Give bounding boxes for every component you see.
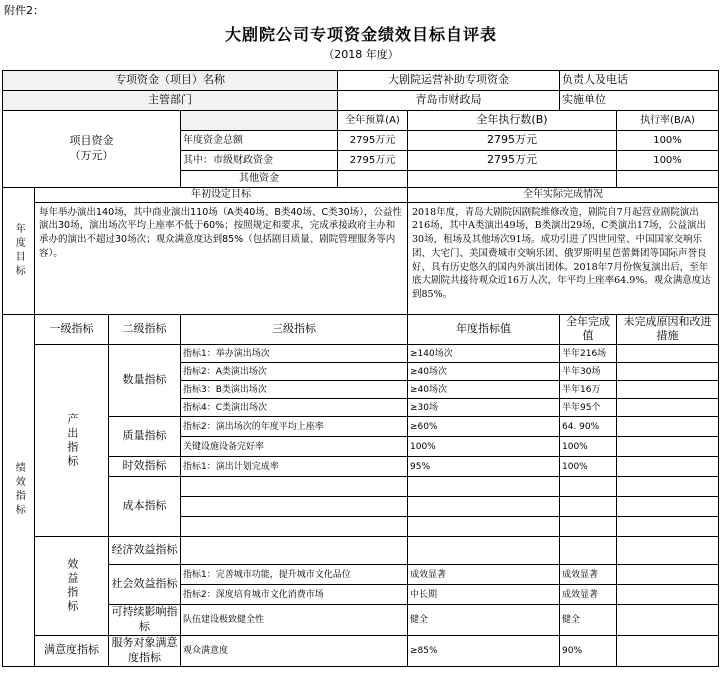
cost-row-done	[560, 497, 617, 517]
quality-row-name: 指标2：演出场次的年度平均上座率	[181, 417, 408, 437]
quantity-row-name: 指标1：举办演出场次	[181, 345, 408, 363]
funds-row-total-rate: 100%	[617, 131, 719, 151]
initial-goal-header: 年初设定目标	[35, 188, 408, 203]
sustain-row-done: 健全	[560, 605, 617, 636]
quantity-indicator-label: 数量指标	[109, 345, 181, 417]
quantity-row-done: 半年30场	[560, 363, 617, 381]
quantity-row-target: ≥40场次	[408, 381, 560, 399]
quantity-row-done: 半年16万	[560, 381, 617, 399]
funds-row-city-name: 其中：市级财政资金	[181, 151, 338, 171]
cost-row-target	[408, 517, 560, 537]
social-row-done: 成效显著	[560, 585, 617, 605]
economic-row-done	[560, 537, 617, 565]
service-row-target: ≥85%	[408, 635, 560, 666]
quantity-row-reason	[617, 345, 719, 363]
level2-header: 二级指标	[109, 314, 181, 345]
page-title: 大剧院公司专项资金绩效目标自评表	[224, 25, 497, 44]
social-row-name: 指标1：完善城市功能，提升城市文化品位	[181, 565, 408, 585]
level1-header: 一级指标	[35, 314, 109, 345]
sustain-indicator-label: 可持续影响指标	[109, 605, 181, 636]
cost-row-name	[181, 497, 408, 517]
cost-row-reason	[617, 497, 719, 517]
social-row-reason	[617, 585, 719, 605]
quantity-row-target: ≥140场次	[408, 345, 560, 363]
perf-label: 绩效指标	[3, 314, 35, 666]
quality-indicator-label: 质量指标	[109, 417, 181, 457]
economic-row-name	[181, 537, 408, 565]
cost-row-name	[181, 517, 408, 537]
funds-row-city-budget: 2795万元	[338, 151, 408, 171]
contact-label: 负责人及电话	[560, 71, 719, 91]
done-header: 全年完成值	[560, 314, 617, 345]
quantity-row-reason	[617, 381, 719, 399]
social-row-reason	[617, 565, 719, 585]
department-label: 主管部门	[3, 91, 338, 111]
annual-goal-label: 年度目标	[3, 188, 35, 315]
target-header: 年度指标值	[408, 314, 560, 345]
attachment-label: 附件2：	[4, 4, 44, 17]
service-row-reason	[617, 635, 719, 666]
quality-row-name: 关键设施设备完好率	[181, 437, 408, 457]
funds-row-other-name: 其他资金	[181, 171, 338, 188]
reason-header: 未完成原因和改进措施	[617, 314, 719, 345]
rate-column-header: 执行率(B/A)	[617, 111, 719, 131]
economic-row-target	[408, 537, 560, 565]
quantity-row-reason	[617, 399, 719, 417]
cost-row-target	[408, 477, 560, 497]
economic-indicator-label: 经济效益指标	[109, 537, 181, 565]
budget-column-header: 全年预算(A)	[338, 111, 408, 131]
quantity-row-name: 指标3：B类演出场次	[181, 381, 408, 399]
funds-row-other-budget	[338, 171, 408, 188]
quantity-row-reason	[617, 363, 719, 381]
cost-row-reason	[617, 517, 719, 537]
funds-header-blank	[181, 111, 338, 131]
cost-row-done	[560, 517, 617, 537]
social-row-done: 成效显著	[560, 565, 617, 585]
exec-column-header: 全年执行数(B)	[408, 111, 617, 131]
level3-header: 三级指标	[181, 314, 408, 345]
service-row-name: 观众满意度	[181, 635, 408, 666]
effect-indicator-label: 效益指标	[35, 537, 109, 636]
funds-row-other-exec	[408, 171, 617, 188]
economic-row-reason	[617, 537, 719, 565]
sustain-row-name: 队伍建设极致健全性	[181, 605, 408, 636]
satisfaction-indicator-label: 满意度指标	[35, 635, 109, 666]
cost-row-name	[181, 477, 408, 497]
initial-goal-text: 每年举办演出140场，其中商业演出110场（A类40场、B类40场、C类30场），公益性演出30场，演出场次平均上座率不低于60%；按照规定和要求，完成承接政府主办和承办的演出不超过30场次；观众满意度达到85%（包括剧目质量、剧院管理服务等内容）。	[35, 202, 408, 314]
cost-indicator-label: 成本指标	[109, 477, 181, 537]
quantity-row-done: 半年216场	[560, 345, 617, 363]
actual-result-header: 全年实际完成情况	[408, 188, 719, 203]
output-indicator-label: 产出指标	[35, 345, 109, 537]
department-value: 青岛市财政局	[338, 91, 560, 111]
timeliness-row-name: 指标1：演出计划完成率	[181, 457, 408, 477]
funds-row-total-name: 年度资金总额	[181, 131, 338, 151]
implementer-label: 实施单位	[560, 91, 719, 111]
sustain-row-reason	[617, 605, 719, 636]
social-row-target: 中长期	[408, 585, 560, 605]
funds-row-total-budget: 2795万元	[338, 131, 408, 151]
social-row-name: 指标2：深度培育城市文化消费市场	[181, 585, 408, 605]
service-row-done: 90%	[560, 635, 617, 666]
self-evaluation-table	[2, 70, 719, 667]
funds-row-city-exec: 2795万元	[408, 151, 617, 171]
report-year: （2018 年度）	[323, 48, 399, 61]
fund-name-value: 大剧院运营补助专项资金	[338, 71, 560, 91]
quality-row-reason	[617, 437, 719, 457]
quality-row-target: 100%	[408, 437, 560, 457]
quantity-row-target: ≥30场	[408, 399, 560, 417]
quality-row-target: ≥60%	[408, 417, 560, 437]
funds-label: 项目资金 （万元）	[3, 111, 181, 188]
funds-row-other-rate	[617, 171, 719, 188]
timeliness-row-reason	[617, 457, 719, 477]
fund-name-label: 专项资金（项目）名称	[3, 71, 338, 91]
cost-row-target	[408, 497, 560, 517]
timeliness-row-target: 95%	[408, 457, 560, 477]
timeliness-indicator-label: 时效指标	[109, 457, 181, 477]
quantity-row-done: 半年95个	[560, 399, 617, 417]
cost-row-reason	[617, 477, 719, 497]
funds-row-total-exec: 2795万元	[408, 131, 617, 151]
service-indicator-label: 服务对象满意度指标	[109, 635, 181, 666]
cost-row-done	[560, 477, 617, 497]
quality-row-done: 64. 90%	[560, 417, 617, 437]
social-indicator-label: 社会效益指标	[109, 565, 181, 605]
funds-row-city-rate: 100%	[617, 151, 719, 171]
quality-row-reason	[617, 417, 719, 437]
sustain-row-target: 健全	[408, 605, 560, 636]
timeliness-row-done: 100%	[560, 457, 617, 477]
quantity-row-name: 指标4：C类演出场次	[181, 399, 408, 417]
quality-row-done: 100%	[560, 437, 617, 457]
social-row-target: 成效显著	[408, 565, 560, 585]
quantity-row-name: 指标2：A类演出场次	[181, 363, 408, 381]
quantity-row-target: ≥40场次	[408, 363, 560, 381]
actual-result-text: 2018年度，青岛大剧院因剧院维修改造，剧院自7月起营业剧院演出216场，其中A类演出49场，B类演出29场，C类演出17场，公益演出30场，租场及其他场次91场。成功引进了四世同堂、中国国家交响乐团、大宅门、美国费城市交响乐团、俄罗斯明星芭蕾舞团等国际声誉良好、具有历史悠久的国内外演出团体。2018年7月份恢复演出后，至年底大剧院共接待观众近16万人次，年平均上座率64.9%。观众满意度达到85%。	[408, 202, 719, 314]
